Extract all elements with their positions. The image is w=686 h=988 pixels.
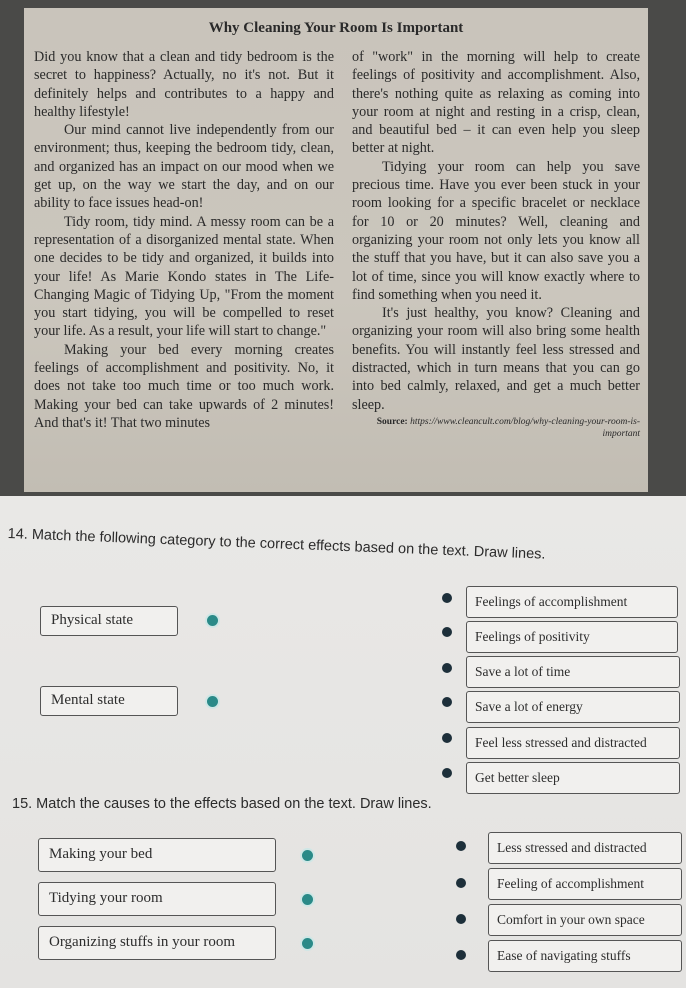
effect-save-time[interactable]: Save a lot of time: [466, 656, 680, 688]
match-dot[interactable]: [207, 615, 218, 626]
match-dot[interactable]: [456, 841, 466, 851]
article-right-column: [352, 48, 640, 440]
source-url: https://www.cleancult.com/blog/why-cleaning-your-room-is-important: [410, 416, 640, 439]
effect-comfort-own-space[interactable]: Comfort in your own space: [488, 904, 682, 936]
worksheet-page: [0, 496, 686, 988]
article-title: Why Cleaning Your Room Is Important: [208, 20, 464, 36]
match-dot[interactable]: [302, 850, 313, 861]
paragraph: Making your bed every morning creates feelings of accomplishment and positivity. No, it does not take too much time or too much work. Making your bed can take upwards of 2 minutes! And that's it! That two minutes: [34, 341, 334, 431]
cause-organizing-stuffs[interactable]: Organizing stuffs in your room: [38, 926, 276, 960]
paragraph: Our mind cannot live independently from our environment; thus, keeping the bedroom tidy, clean, and organized has an impact on our mood when we get up, on the way we start the day, and on our ability to face issues head-on!: [34, 122, 334, 212]
article-source: [352, 416, 640, 440]
effect-feelings-of-positivity[interactable]: Feelings of positivity: [466, 621, 678, 653]
paragraph: Did you know that a clean and tidy bedroom is the secret to happiness? Actually, no it's not. But it definitely helps and contributes to a happy and healthy lifestyle!: [34, 49, 334, 120]
match-dot[interactable]: [442, 733, 452, 743]
effect-feelings-of-accomplishment[interactable]: Feelings of accomplishment: [466, 586, 678, 618]
effect-better-sleep[interactable]: Get better sleep: [466, 762, 680, 794]
article-page: [24, 8, 648, 492]
source-label: Source:: [376, 416, 408, 427]
match-dot[interactable]: [442, 627, 452, 637]
paragraph: Tidy room, tidy mind. A messy room can be a representation of a disorganized mental state. When one decides to be tidy and organized, it builds into your life! As Marie Kondo states in The Life-Changing Magic of Tidying Up, "From the moment you start tidying, you will be compelled to reset your life. As a result, your life will start to change.": [34, 213, 334, 340]
question-15-prompt: 15. Match the causes to the effects based on the text. Draw lines.: [12, 796, 432, 812]
match-dot[interactable]: [442, 663, 452, 673]
match-dot[interactable]: [302, 938, 313, 949]
cause-tidying-room[interactable]: Tidying your room: [38, 882, 276, 916]
match-dot[interactable]: [207, 696, 218, 707]
match-dot[interactable]: [456, 878, 466, 888]
effect-feeling-of-accomplishment[interactable]: Feeling of accomplishment: [488, 868, 682, 900]
match-dot[interactable]: [442, 593, 452, 603]
paragraph: of "work" in the morning will help to create feelings of positivity and accomplishment. Also, there's nothing quite as relaxing as coming into your room at night and resting in a crisp, clean, and beautiful bed – it can even help you sleep better at night.: [352, 49, 640, 157]
match-dot[interactable]: [302, 894, 313, 905]
category-mental-state[interactable]: Mental state: [40, 686, 178, 716]
match-dot[interactable]: [442, 768, 452, 778]
match-dot[interactable]: [456, 914, 466, 924]
question-14-prompt: 14. Match the following category to the correct effects based on the text. Draw lines.: [7, 526, 546, 563]
article-left-column: [34, 48, 334, 432]
match-dot[interactable]: [456, 950, 466, 960]
category-physical-state[interactable]: Physical state: [40, 606, 178, 636]
effect-save-energy[interactable]: Save a lot of energy: [466, 691, 680, 723]
paragraph: Tidying your room can help you save precious time. Have you ever been stuck in your room looking for a specific bracelet or necklace for 10 or 20 minutes? Well, cleaning and organizing your room not only lets you know all the stuff that you have, but it can also save you a lot of time, since you will know exactly where to find something when you need it.: [352, 158, 640, 303]
cause-making-bed[interactable]: Making your bed: [38, 838, 276, 872]
effect-ease-navigating[interactable]: Ease of navigating stuffs: [488, 940, 682, 972]
match-dot[interactable]: [442, 697, 452, 707]
effect-less-stressed-distracted[interactable]: Less stressed and distracted: [488, 832, 682, 864]
effect-less-stressed[interactable]: Feel less stressed and distracted: [466, 727, 680, 759]
paragraph: It's just healthy, you know? Cleaning and organizing your room will also bring some health benefits. You will instantly feel less stressed and distracted, which in turn means that you can go into bed calmly, relaxed, and get a much better sleep.: [352, 305, 640, 413]
